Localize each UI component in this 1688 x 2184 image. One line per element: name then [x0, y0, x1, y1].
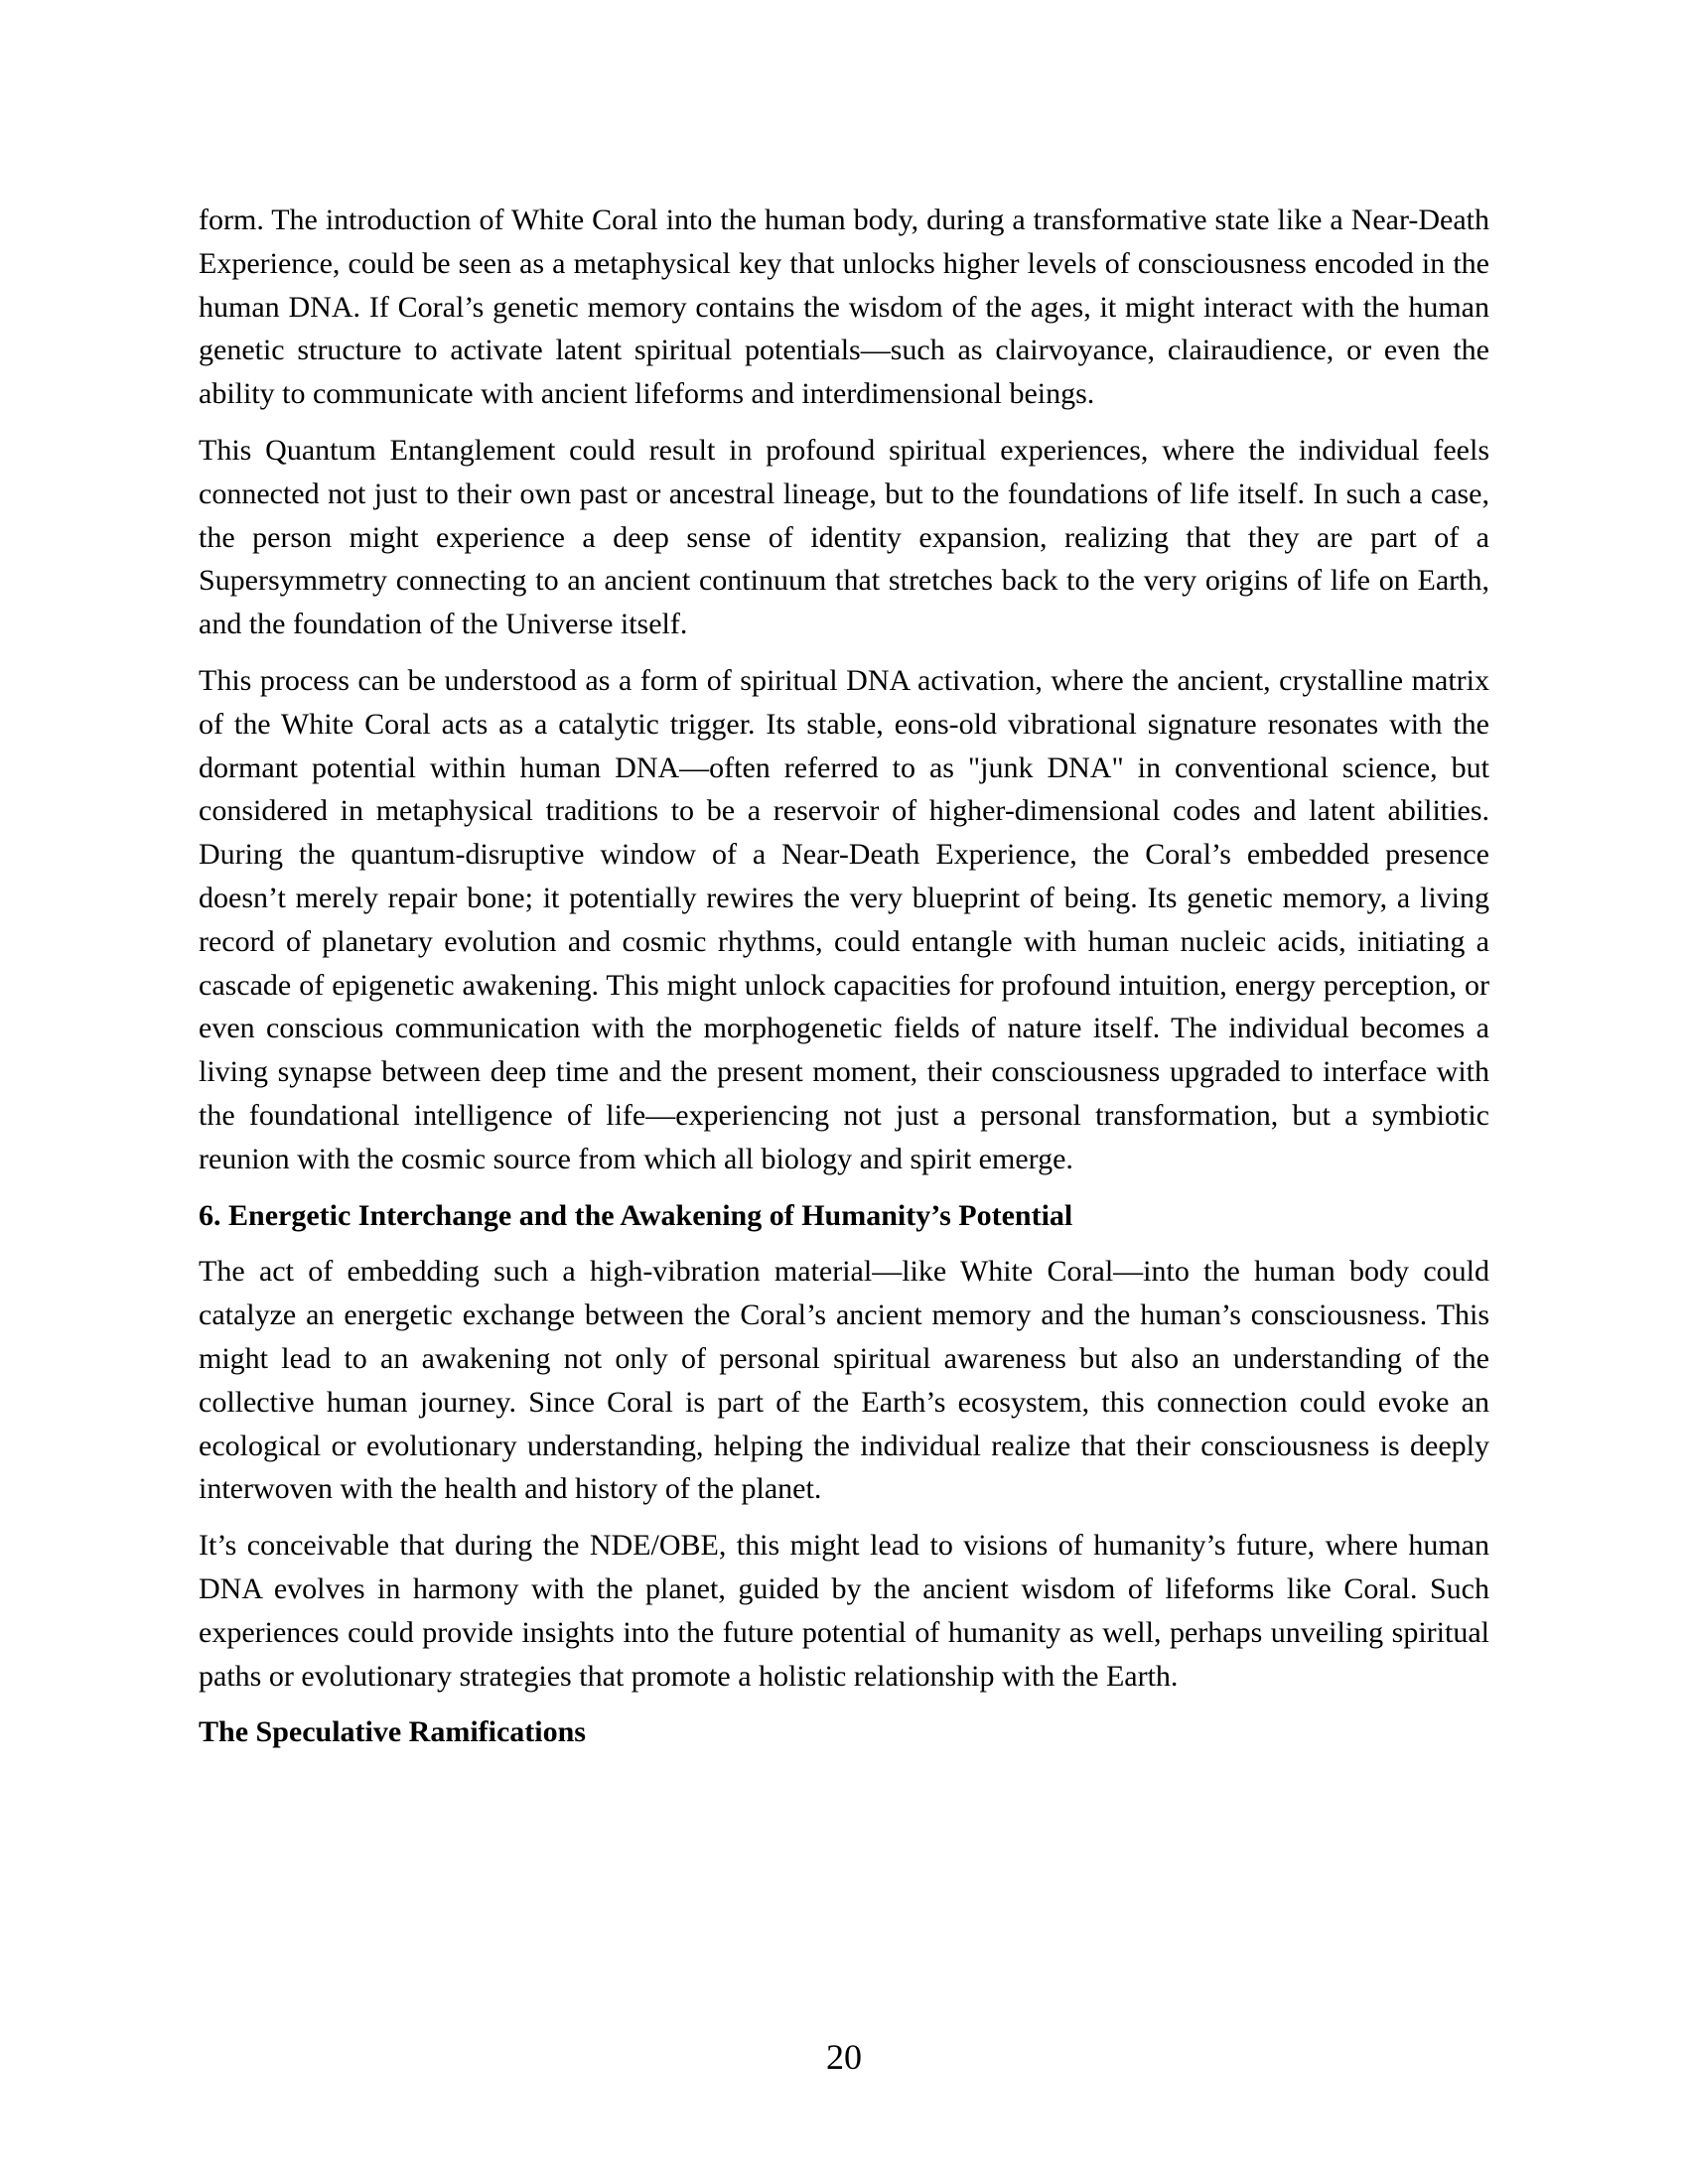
page-body: [199, 199, 1489, 1767]
body-paragraph: This Quantum Entanglement could result in profound spiritual experiences, where the individual feels connected not just to their own past or ancestral lineage, but to the foundations of life itself. In such a case, the person might experience a deep sense of identity expansion, realizing that they are part of a Supersymmetry connecting to an ancient continuum that stretches back to the very origins of life on Earth, and the foundation of the Universe itself.: [199, 433, 1489, 641]
body-paragraph: The act of embedding such a high-vibration material—like White Coral—into the human body could catalyze an energetic exchange between the Coral’s ancient memory and the human’s consciousness. This might lead to an awakening not only of personal spiritual awareness but also an understanding of the collective human journey. Since Coral is part of the Earth’s ecosystem, this connection could evoke an ecological or evolutionary understanding, helping the individual realize that their consciousness is deeply interwoven with the health and history of the planet.: [199, 1255, 1489, 1506]
body-paragraph: It’s conceivable that during the NDE/OBE, this might lead to visions of humanity’s future, where human DNA evolves in harmony with the planet, guided by the ancient wisdom of lifeforms like Coral. Such experiences could provide insights into the future potential of humanity as well, perhaps unveiling spiritual paths or evolutionary strategies that promote a holistic relationship with the Earth.: [199, 1529, 1489, 1693]
section-heading: The Speculative Ramifications: [199, 1715, 586, 1749]
page-number: 20: [826, 2037, 862, 2077]
body-paragraph: form. The introduction of White Coral into the human body, during a transformative state like a Near-Death Experience, could be seen as a metaphysical key that unlocks higher levels of consciousness encoded in the human DNA. If Coral’s genetic memory contains the wisdom of the ages, it might interact with the human genetic structure to activate latent spiritual potentials—such as clairvoyance, clairaudience, or even the ability to communicate with ancient lifeforms and interdimensional beings.: [199, 204, 1489, 411]
section-heading: 6. Energetic Interchange and the Awakening of Humanity’s Potential: [199, 1198, 1073, 1232]
body-paragraph: This process can be understood as a form of spiritual DNA activation, where the ancient, crystalline matrix of the White Coral acts as a catalytic trigger. Its stable, eons-old vibrational signature resonates with the dormant potential within human DNA—often referred to as "junk DNA" in conventional science, but considered in metaphysical traditions to be a reservoir of higher-dimensional codes and latent abilities. During the quantum-disruptive window of a Near-Death Experience, the Coral’s embedded presence doesn’t merely repair bone; it potentially rewires the very blueprint of being. Its genetic memory, a living record of planetary evolution and cosmic rhythms, could entangle with human nucleic acids, initiating a cascade of epigenetic awakening. This might unlock capacities for profound intuition, energy perception, or even conscious communication with the morphogenetic fields of nature itself. The individual becomes a living synapse between deep time and the present moment, their consciousness upgraded to interface with the foundational intelligence of life—experiencing not just a personal transformation, but a symbiotic reunion with the cosmic source from which all biology and spirit emerge.: [199, 663, 1489, 1175]
